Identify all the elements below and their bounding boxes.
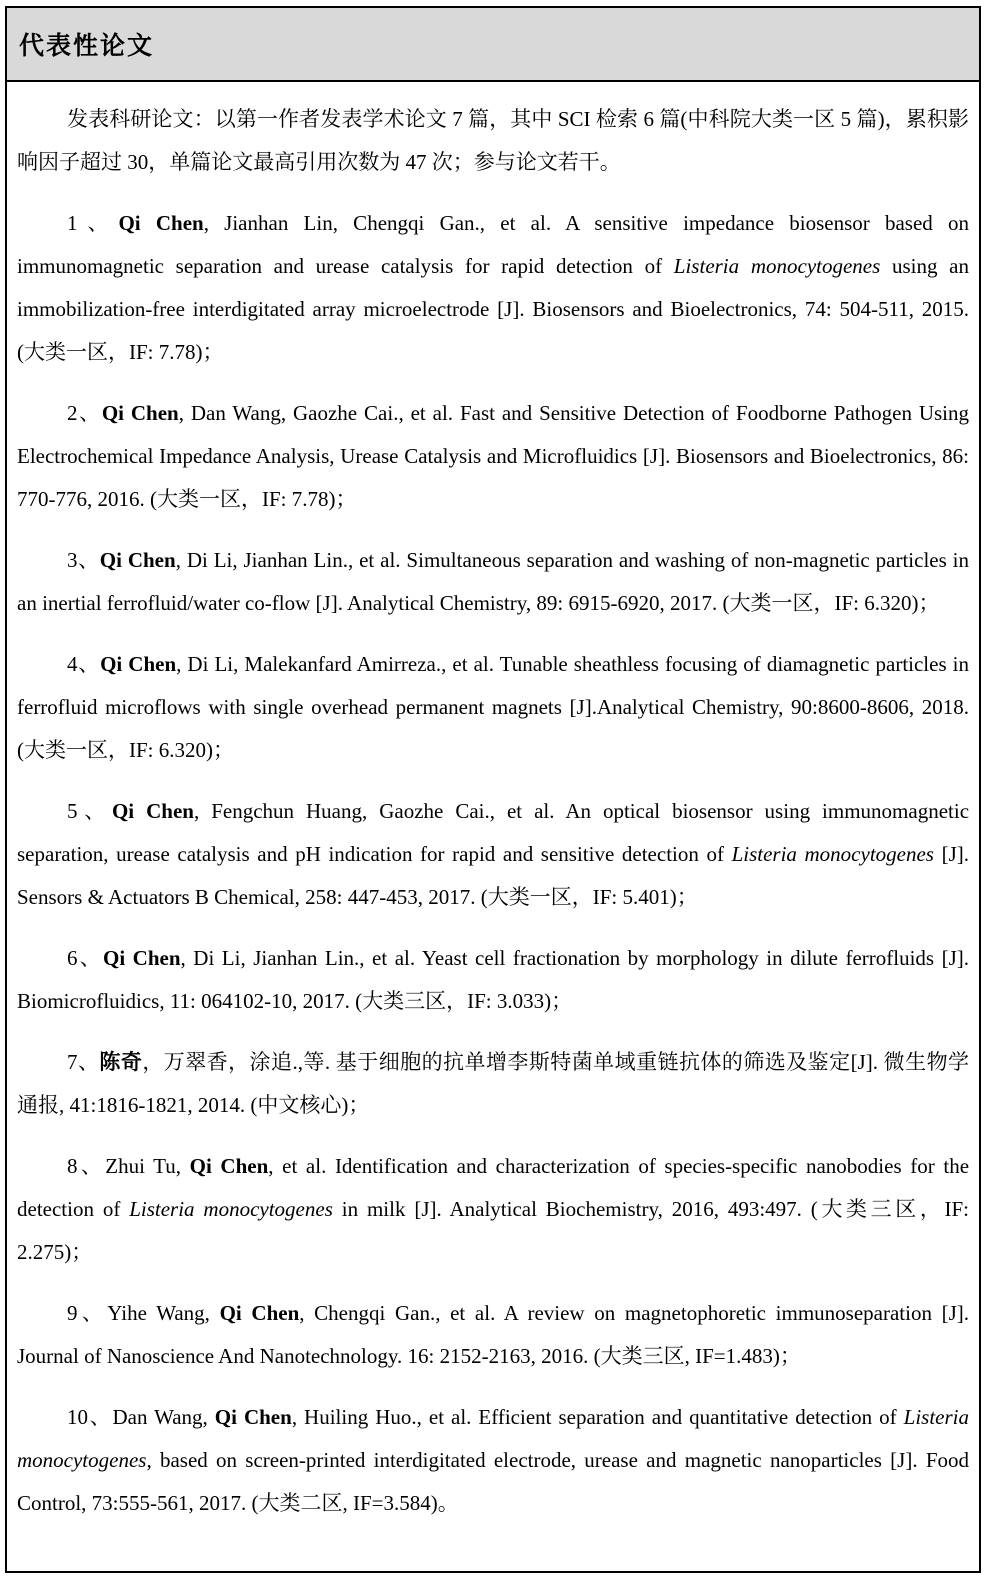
reference-item — [17, 643, 969, 772]
reference-text: , et al. Identification and characterization of species-specific nanobodies for the detection of — [17, 1154, 970, 1221]
reference-text: ，万翠香，涂追.,等. 基于细胞的抗单增李斯特菌单域重链抗体的筛选及鉴定[J]. 微生物学通报, 41:1816-1821, 2014. (中文核心)； — [17, 1050, 970, 1117]
reference-text: , Huiling Huo., et al. Efficient separation and quantitative detection of — [291, 1405, 904, 1429]
reference-number: 7、 — [67, 1050, 100, 1074]
reference-item — [17, 1145, 969, 1274]
reference-text: [J]. Sensors & Actuators B Chemical, 258: 447-453, 2017. (大类一区，IF: 5.401)； — [17, 842, 969, 909]
reference-number: 5、 — [67, 799, 112, 823]
reference-item — [17, 1041, 969, 1127]
reference-item — [17, 937, 969, 1023]
reference-text: , Di Li, Malekanfard Amirreza., et al. Tunable sheathless focusing of diamagnetic particles in ferrofluid microflows with single overhead permanent magnets [J].Analytical Chemistry, 90:8600-8606, 2018. (大类一区，IF: 6.320)； — [17, 652, 970, 762]
reference-text: , Dan Wang, Gaozhe Cai., et al. Fast and Sensitive Detection of Foodborne Pathogen Using Electrochemical Impedance Analysis, Urease Catalysis and Microfluidics [J]. Biosensors and Bioelectronics, 86: 770-776, 2016. (大类一区，IF: 7.78)； — [17, 401, 970, 511]
reference-author: Qi Chen — [219, 1301, 300, 1325]
reference-author: 陈奇 — [99, 1050, 143, 1074]
reference-text: in milk [J]. Analytical Biochemistry, 2016, 493:497. (大类三区，IF: 2.275)； — [17, 1197, 969, 1264]
reference-text: , Fengchun Huang, Gaozhe Cai., et al. An optical biosensor using immunomagnetic separation, urease catalysis and pH indication for rapid and sensitive detection of — [17, 799, 970, 866]
reference-author: Qi Chen — [103, 946, 181, 970]
reference-text: , Di Li, Jianhan Lin., et al. Simultaneous separation and washing of non-magnetic particles in an inertial ferrofluid/water co-flow [J]. Analytical Chemistry, 89: 6915-6920, 2017. (大类一区，IF: 6.320)； — [17, 548, 969, 615]
reference-coauthor: Dan Wang, — [112, 1405, 215, 1429]
reference-item — [17, 1292, 969, 1378]
reference-item — [17, 790, 969, 919]
reference-number: 2、 — [67, 401, 102, 425]
reference-species: Listeria monocytogenes — [17, 1405, 970, 1472]
reference-author: Qi Chen — [111, 799, 194, 823]
reference-author: Qi Chen — [189, 1154, 269, 1178]
reference-species: Listeria monocytogenes — [731, 842, 934, 866]
reference-number: 9、 — [67, 1301, 108, 1325]
reference-number: 1、 — [67, 211, 119, 235]
section-title: 代表性论文 — [19, 31, 155, 60]
reference-number: 10、 — [67, 1405, 113, 1429]
reference-coauthor: Zhui Tu, — [105, 1154, 190, 1178]
reference-author: Qi Chen — [214, 1405, 292, 1429]
reference-item — [17, 539, 969, 625]
section-header — [7, 8, 979, 82]
reference-author: Qi Chen — [100, 652, 177, 676]
reference-coauthor: Yihe Wang, — [107, 1301, 220, 1325]
reference-number: 3、 — [67, 548, 100, 572]
reference-number: 6、 — [67, 946, 104, 970]
reference-text: , based on screen-printed interdigitated electrode, urease and magnetic nanoparticles [J]. Food Control, 73:555-561, 2017. (大类二区, IF=3.584)。 — [17, 1448, 969, 1515]
reference-text: , Di Li, Jianhan Lin., et al. Yeast cell fractionation by morphology in dilute ferrofluids [J]. Biomicrofluidics, 11: 064102-10, 2017. (大类三区，IF: 3.033)； — [17, 946, 970, 1013]
papers-table — [5, 6, 981, 1573]
reference-species: Listeria monocytogenes — [129, 1197, 333, 1221]
reference-item — [17, 392, 969, 521]
reference-text: , Chengqi Gan., et al. A review on magnetophoretic immunoseparation [J]. Journal of Nanoscience And Nanotechnology. 16: 2152-2163, 2016. (大类三区, IF=1.483)； — [17, 1301, 970, 1368]
section-content — [7, 82, 979, 1525]
reference-author: Qi Chen — [118, 211, 204, 235]
reference-author: Qi Chen — [99, 548, 176, 572]
reference-number: 4、 — [67, 652, 101, 676]
reference-item — [17, 202, 969, 374]
intro-paragraph: 发表科研论文：以第一作者发表学术论文 7 篇，其中 SCI 检索 6 篇(中科院大类一区 5 篇)，累积影响因子超过 30，单篇论文最高引用次数为 47 次；参与论文若干。 — [17, 107, 969, 174]
reference-item — [17, 1396, 969, 1525]
reference-species: Listeria monocytogenes — [673, 254, 881, 278]
reference-text: using an immobilization-free interdigitated array microelectrode [J]. Biosensors and Bioelectronics, 74: 504-511, 2015. (大类一区，IF: 7.78)； — [17, 254, 969, 364]
reference-author: Qi Chen — [101, 401, 179, 425]
reference-number: 8、 — [67, 1154, 106, 1178]
reference-text: , Jianhan Lin, Chengqi Gan., et al. A sensitive impedance biosensor based on immunomagnetic separation and urease catalysis for rapid detection of — [17, 211, 970, 278]
